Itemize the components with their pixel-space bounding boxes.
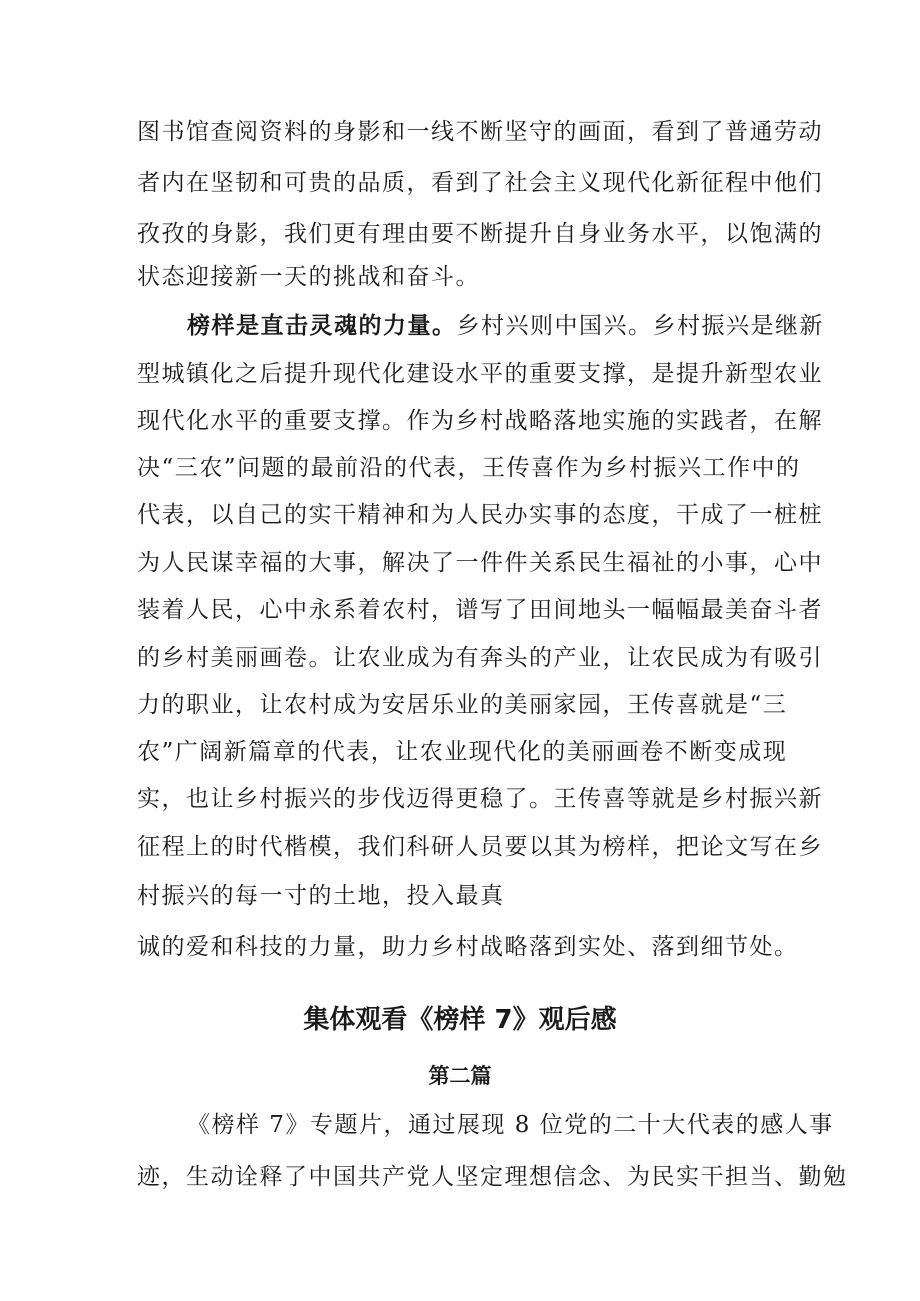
paragraph-2-line-14: 诚的爱和科技的力量，助力乡村战略落到实处、落到细节处。 <box>137 934 799 960</box>
paragraph-1-line-2: 者内在坚韧和可贵的品质，看到了社会主义现代化新征程中他们 <box>137 170 823 196</box>
paragraph-2-line-12: 征程上的时代楷模，我们科研人员要以其为榜样，把论文写在乡 <box>137 834 823 860</box>
paragraph-2-line-2: 型城镇化之后提升现代化建设水平的重要支撑，是提升新型农业 <box>137 361 823 387</box>
paragraph-2-line-3: 现代化水平的重要支撑。作为乡村战略落地实施的实践者，在解 <box>137 408 823 434</box>
paragraph-3-line-2: 迹，生动诠释了中国共产党人坚定理想信念、为民实干担当、勤勉 <box>137 1164 848 1190</box>
paragraph-2-line-10: 农”广阔新篇章的代表，让农业现代化的美丽画卷不断变成现 <box>137 739 788 765</box>
paragraph-2-line-13: 村振兴的每一寸的土地，投入最真 <box>137 883 505 909</box>
paragraph-3-line-1: 《榜样 7》专题片，通过展现 8 位党的二十大代表的感人事 <box>187 1112 834 1138</box>
paragraph-2-line-4: 决“三农”问题的最前沿的代表，王传喜作为乡村振兴工作中的 <box>137 455 801 481</box>
document-title: 集体观看《榜样 7》观后感 <box>303 1005 617 1035</box>
paragraph-1-line-4: 状态迎接新一天的挑战和奋斗。 <box>137 264 480 290</box>
paragraph-2-line-7: 装着人民，心中永系着农村，谱写了田间地头一幅幅最美奋斗者 <box>137 597 823 623</box>
paragraph-2-line-11: 实，也让乡村振兴的步伐迈得更稳了。王传喜等就是乡村振兴新 <box>137 786 823 812</box>
paragraph-2-lead: 榜样是直击灵魂的力量。 <box>187 313 457 339</box>
paragraph-2-first-line-text: 乡村兴则中国兴。乡村振兴是继新 <box>456 313 824 339</box>
paragraph-2-line-8: 的乡村美丽画卷。让农业成为有奔头的产业，让农民成为有吸引 <box>137 645 823 671</box>
paragraph-1-line-1: 图书馆查阅资料的身影和一线不断坚守的画面，看到了普通劳动 <box>137 119 823 145</box>
paragraph-2-line-9: 力的职业，让农村成为安居乐业的美丽家园，王传喜就是“三 <box>137 692 788 718</box>
paragraph-1-line-3: 孜孜的身影，我们更有理由要不断提升自身业务水平，以饱满的 <box>137 221 823 247</box>
section-title: 第二篇 <box>428 1064 492 1088</box>
paragraph-2-line-1 <box>187 311 824 341</box>
paragraph-2-line-6: 为人民谋幸福的大事，解决了一件件关系民生福祉的小事，心中 <box>137 550 823 576</box>
paragraph-2-line-5: 代表，以自己的实干精神和为人民办实事的态度，干成了一桩桩 <box>137 502 823 528</box>
